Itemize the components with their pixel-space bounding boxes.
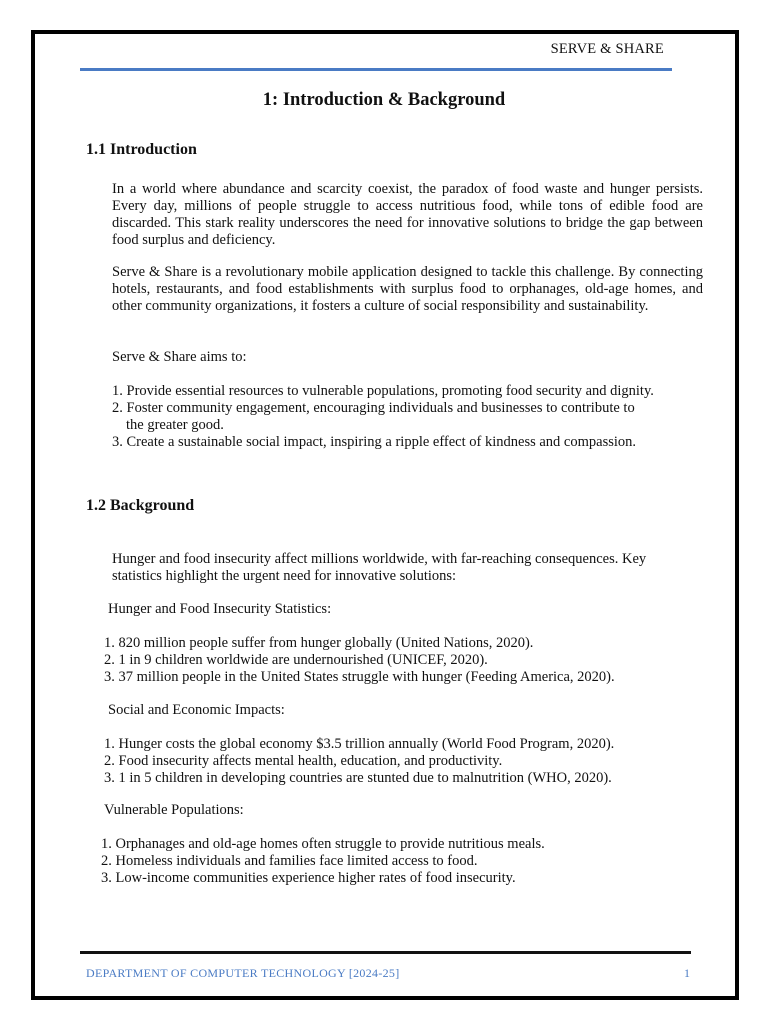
impacts-item-3: 3. 1 in 5 children in developing countries are stunted due to malnutrition (WHO, 2020). (104, 770, 612, 786)
aims-item-2-continued: the greater good. (126, 417, 224, 433)
running-header: SERVE & SHARE (550, 41, 664, 57)
aims-item-1: 1. Provide essential resources to vulnerable populations, promoting food security and dignity. (112, 383, 654, 399)
vulnerable-item-3: 3. Low-income communities experience higher rates of food insecurity. (101, 870, 516, 886)
stats-item-1: 1. 820 million people suffer from hunger globally (United Nations, 2020). (104, 635, 534, 651)
aims-intro: Serve & Share aims to: (112, 349, 247, 365)
background-intro-line-2: statistics highlight the urgent need for innovative solutions: (112, 568, 457, 584)
intro-paragraph-1: In a world where abundance and scarcity coexist, the paradox of food waste and hunger persists. Every day, millions of people struggle to access nutritious food, while tons of edible food are discarded. This stark reality underscores the need for innovative solutions to bridge the gap between food surplus and deficiency. (112, 181, 703, 248)
stats-group-title: Hunger and Food Insecurity Statistics: (108, 601, 332, 617)
section-heading-introduction: 1.1 Introduction (86, 141, 197, 158)
page-number: 1 (684, 966, 690, 980)
intro-paragraph-2: Serve & Share is a revolutionary mobile application designed to tackle this challenge. By connecting hotels, restaurants, and food establishments with surplus food to orphanages, old-age homes, and other community organizations, it fosters a culture of social responsibility and sustainability. (112, 264, 703, 314)
aims-item-3: 3. Create a sustainable social impact, inspiring a ripple effect of kindness and compassion. (112, 434, 637, 450)
impacts-item-1: 1. Hunger costs the global economy $3.5 trillion annually (World Food Program, 2020). (104, 736, 615, 752)
aims-item-2: 2. Foster community engagement, encouraging individuals and businesses to contribute to (112, 400, 635, 416)
impacts-item-2: 2. Food insecurity affects mental health, education, and productivity. (104, 753, 503, 769)
footer-rule (80, 951, 691, 954)
vulnerable-item-2: 2. Homeless individuals and families face limited access to food. (101, 853, 478, 869)
chapter-title: 1: Introduction & Background (262, 90, 506, 110)
stats-item-3: 3. 37 million people in the United States struggle with hunger (Feeding America, 2020). (104, 669, 615, 685)
header-rule (80, 68, 672, 71)
vulnerable-group-title: Vulnerable Populations: (104, 802, 244, 818)
section-heading-background: 1.2 Background (86, 497, 195, 514)
vulnerable-item-1: 1. Orphanages and old-age homes often struggle to provide nutritious meals. (101, 836, 545, 852)
impacts-group-title: Social and Economic Impacts: (108, 702, 285, 718)
footer-department: DEPARTMENT OF COMPUTER TECHNOLOGY [2024-25] (86, 966, 400, 980)
stats-item-2: 2. 1 in 9 children worldwide are undernourished (UNICEF, 2020). (104, 652, 488, 668)
background-intro-line-1: Hunger and food insecurity affect millions worldwide, with far-reaching consequences. Key (112, 551, 647, 567)
